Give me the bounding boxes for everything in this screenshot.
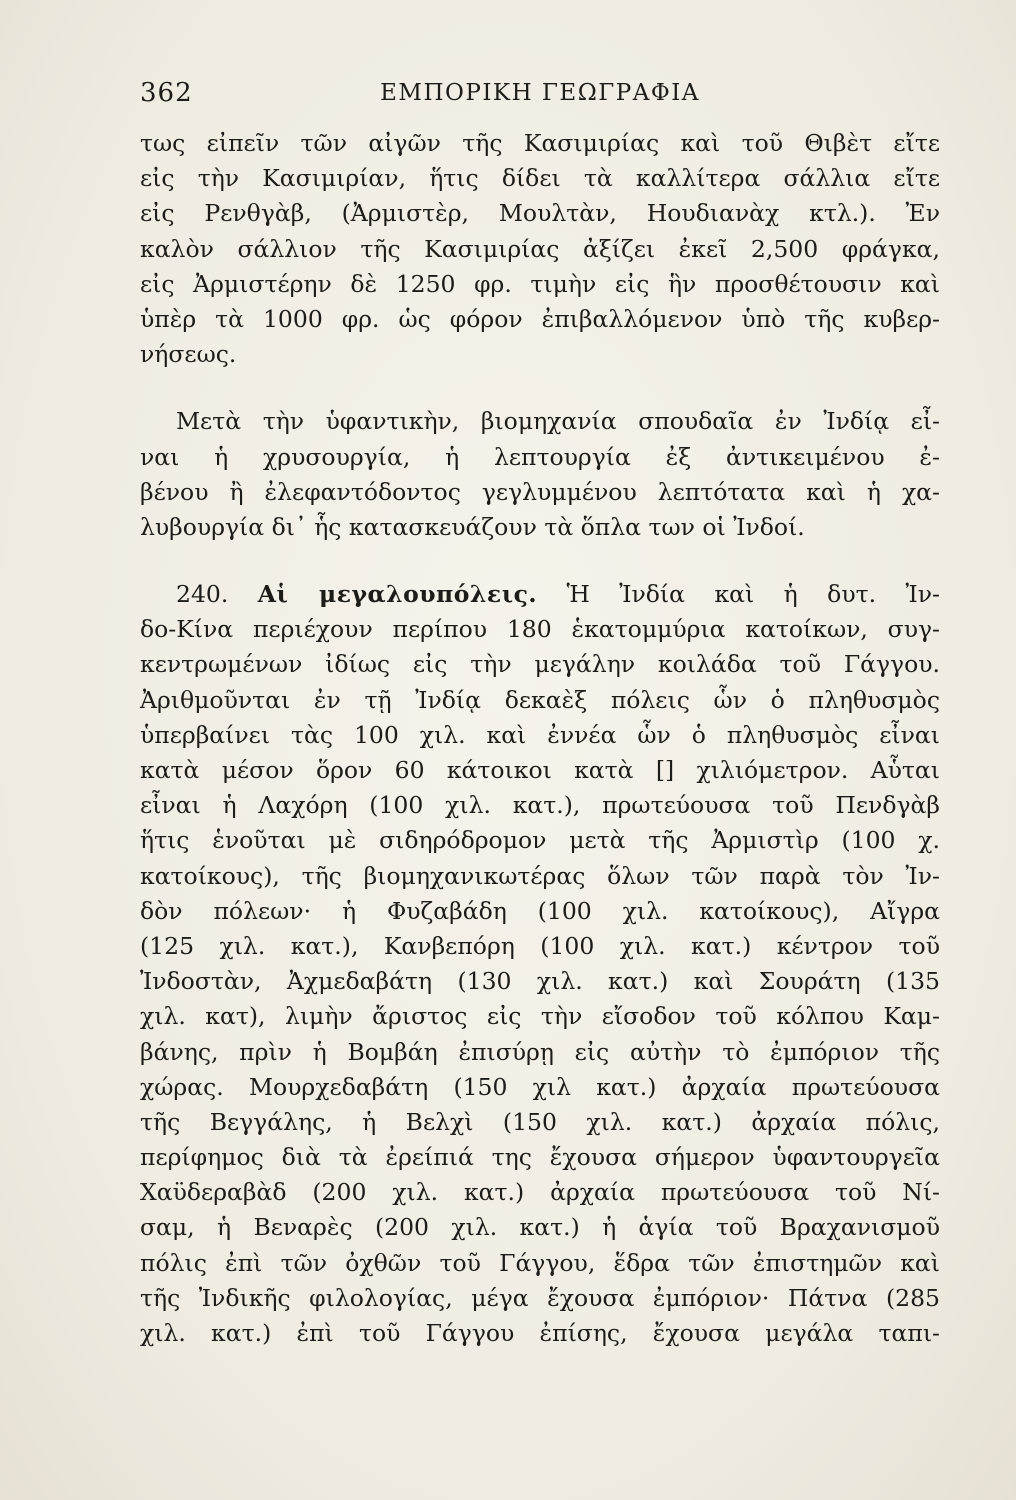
text-line: Μετὰ τὴν ὑφαντικὴν, βιομηχανία σπουδαῖα ἐν Ἰνδίᾳ εἶ- bbox=[176, 407, 940, 436]
body-text bbox=[140, 126, 940, 1351]
text-line: λυβουργία δι᾽ ἧς κατασκευάζουν τὰ ὅπλα των οἱ Ἰνδοί. bbox=[140, 512, 805, 541]
text-line: ἥτις ἑνοῦται μὲ σιδηρόδρομον μετὰ τῆς Ἀρμιστὶρ (100 χ. bbox=[140, 826, 940, 855]
text-line: νήσεως. bbox=[140, 340, 237, 369]
text-line: πόλις ἐπὶ τῶν ὀχθῶν τοῦ Γάγγου, ἕδρα τῶν ἐπιστημῶν καὶ bbox=[140, 1248, 940, 1277]
text-line: ὑπερβαίνει τὰς 100 χιλ. καὶ ἐννέα ὧν ὁ πληθυσμὸς εἶναι bbox=[140, 720, 940, 749]
page-number: 362 bbox=[140, 78, 193, 108]
section-240 bbox=[140, 577, 940, 1351]
paragraph-2 bbox=[140, 404, 940, 545]
text-line: βάνης, πρὶν ἡ Βομβάη ἐπισύρῃ εἰς αὐτὴν τὸ ἐμπόριον τῆς bbox=[140, 1037, 940, 1066]
text-line: χιλ. κατ), λιμὴν ἄριστος εἰς τὴν εἴσοδον τοῦ κόλπου Καμ- bbox=[140, 1002, 940, 1031]
text-line: κατοίκους), τῆς βιομηχανικωτέρας ὅλων τῶν παρὰ τὸν Ἰν- bbox=[140, 861, 940, 890]
text-line: τῆς Ἰνδικῆς φιλολογίας, μέγα ἔχουσα ἐμπόριον· Πάτνα (285 bbox=[140, 1283, 940, 1312]
paragraph-gap bbox=[140, 372, 940, 404]
page-header bbox=[140, 78, 940, 118]
text-line: δὸν πόλεων· ἡ Φυζαβάδη (100 χιλ. κατοίκους), Αἴγρα bbox=[140, 896, 940, 925]
text-line: περίφημος διὰ τὰ ἐρείπιά της ἔχουσα σήμερον ὑφαντουργεῖα bbox=[140, 1143, 940, 1172]
text-line: (125 χιλ. κατ.), Κανβεπόρη (100 χιλ. κατ.) κέντρον τοῦ bbox=[140, 931, 940, 960]
text-line: ὑπὲρ τὰ 1000 φρ. ὡς φόρον ἐπιβαλλόμενον ὑπὸ τῆς κυβερ- bbox=[140, 304, 940, 333]
running-title: ΕΜΠΟΡΙΚΗ ΓΕΩΓΡΑΦΙΑ bbox=[380, 80, 700, 106]
text-line: χιλ. κατ.) ἐπὶ τοῦ Γάγγου ἐπίσης, ἔχουσα μεγάλα ταπι- bbox=[140, 1319, 940, 1347]
text-line: εἰς τὴν Κασιμιρίαν, ἥτις δίδει τὰ καλλίτερα σάλλια εἴτε bbox=[140, 164, 940, 193]
text-line: εἰς Ρενθγὰβ, (Ἀρμιστὲρ, Μουλτὰν, Ηουδιανὰχ κτλ.). Ἐν bbox=[140, 199, 940, 228]
text-line: καλὸν σάλλιον τῆς Κασιμιρίας ἀξίζει ἐκεῖ 2,500 φράγκα, bbox=[140, 234, 940, 263]
text-line: εἰς Ἀρμιστέρην δὲ 1250 φρ. τιμὴν εἰς ἣν προσθέτουσιν καὶ bbox=[140, 269, 940, 298]
text-line: τῆς Βεγγάλης, ἡ Βελχὶ (150 χιλ. κατ.) ἀρχαία πόλις, bbox=[140, 1107, 940, 1136]
text-line: κεντρωμένων ἰδίως εἰς τὴν μεγάλην κοιλάδα τοῦ Γάγγου. bbox=[140, 650, 940, 679]
text-line: Χαϋδεραβὰδ (200 χιλ. κατ.) ἀρχαία πρωτεύουσα τοῦ Νί- bbox=[140, 1178, 940, 1207]
text-line: σαμ, ἡ Βεναρὲς (200 χιλ. κατ.) ἡ ἁγία τοῦ Βραχανισμοῦ bbox=[140, 1213, 940, 1242]
section-first-line-text: Ἡ Ἰνδία καὶ ἡ δυτ. Ἰν- bbox=[566, 580, 940, 609]
text-line: ναι ἡ χρυσουργία, ἡ λεπτουργία ἐξ ἀντικειμένου ἐ- bbox=[140, 442, 940, 471]
section-title: Αἱ μεγαλουπόλεις. bbox=[257, 580, 538, 609]
text-line: Ἀριθμοῦνται ἐν τῇ Ἰνδίᾳ δεκαὲξ πόλεις ὧν ὁ πληθυσμὸς bbox=[140, 685, 940, 714]
text-line: δο-Κίνα περιέχουν περίπου 180 ἑκατομμύρια κατοίκων, συγ- bbox=[140, 615, 940, 644]
text-line: κατὰ μέσον ὅρον 60 κάτοικοι κατὰ [] χιλιόμετρον. Αὗται bbox=[140, 756, 940, 784]
section-number: 240. bbox=[176, 580, 229, 609]
text-line: εἶναι ἡ Λαχόρη (100 χιλ. κατ.), πρωτεύουσα τοῦ Πενδγὰβ bbox=[140, 791, 940, 820]
section-first-line bbox=[140, 577, 940, 612]
text-line: χώρας. Μουρχεδαβάτη (150 χιλ κατ.) ἀρχαία πρωτεύουσα bbox=[140, 1072, 940, 1101]
paragraph-gap bbox=[140, 545, 940, 577]
paragraph-1 bbox=[140, 126, 940, 372]
text-line: βένου ἢ ἐλεφαντόδοντος γεγλυμμένου λεπτότατα καὶ ἡ χα- bbox=[140, 477, 940, 506]
text-line: τως εἰπεῖν τῶν αἰγῶν τῆς Κασιμιρίας καὶ τοῦ Θιβὲτ εἴτε bbox=[140, 129, 940, 157]
text-line: Ἰνδοστὰν, Ἀχμεδαβάτη (130 χιλ. κατ.) καὶ Σουράτη (135 bbox=[140, 967, 940, 996]
